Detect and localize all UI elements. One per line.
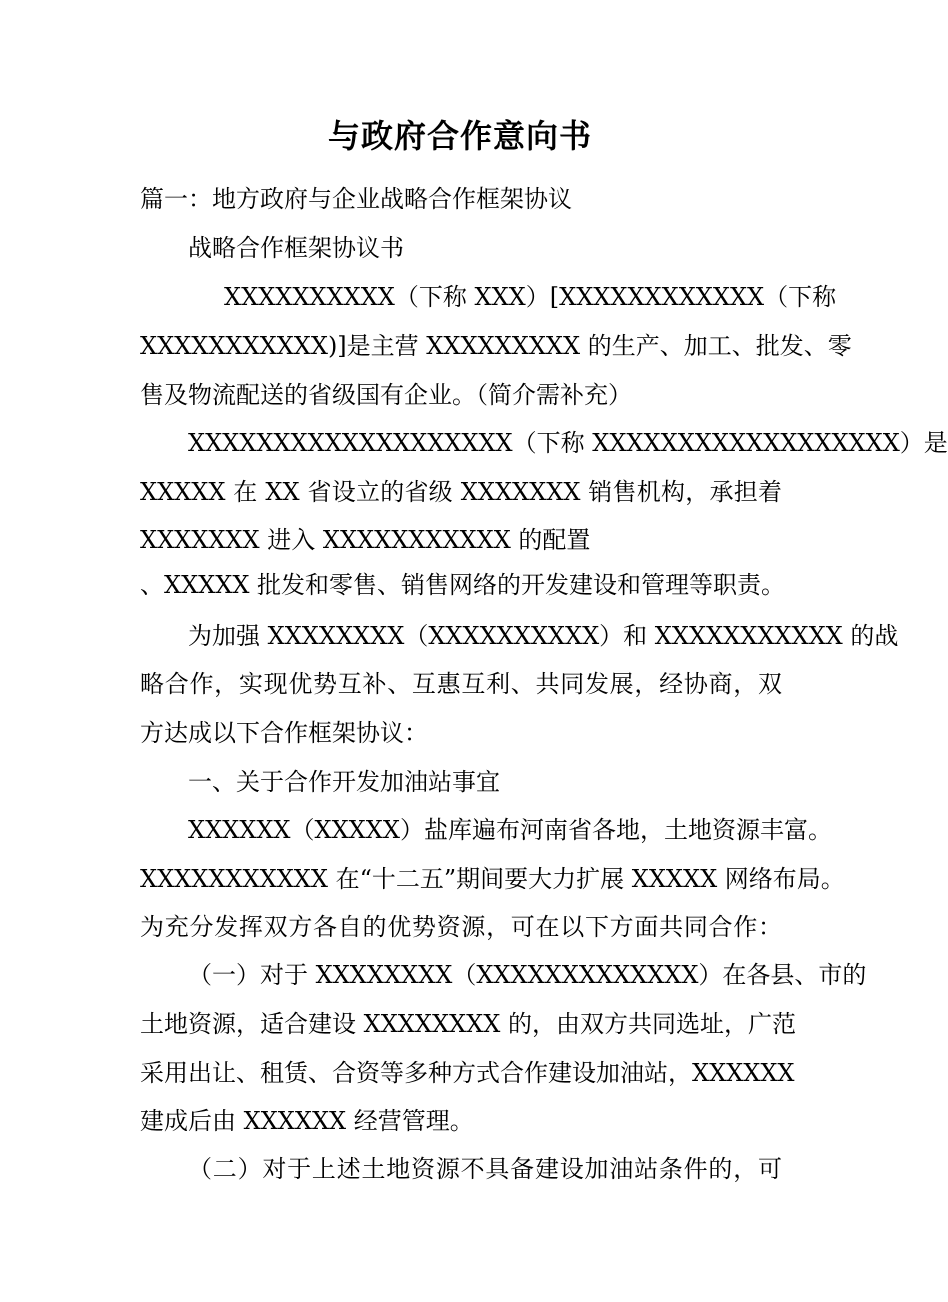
text-line-section-heading: 篇一：地方政府与企业战略合作框架协议 xyxy=(140,185,572,213)
text-line: 、XXXXX 批发和零售、销售网络的开发建设和管理等职责。 xyxy=(140,571,786,599)
text-line: 为加强 XXXXXXXX（XXXXXXXXXX）和 XXXXXXXXXXX 的战 xyxy=(188,622,899,650)
text-line-subheading: 战略合作框架协议书 xyxy=(188,234,404,262)
text-line: 为充分发挥双方各自的优势资源，可在以下方面共同合作： xyxy=(140,913,782,941)
text-line: XXXXX 在 XX 省设立的省级 XXXXXXX 销售机构，承担着 xyxy=(140,478,782,506)
text-line: XXXXXXXXXXXXXXXXXXX（下称 XXXXXXXXXXXXXXXXXX）是 xyxy=(188,429,948,457)
text-line: XXXXXXXXXXX 在“十二五”期间要大力扩展 XXXXX 网络布局。 xyxy=(140,865,845,893)
text-line: 建成后由 XXXXXX 经营管理。 xyxy=(140,1107,474,1135)
text-line: XXXXXXXXXX（下称 XXX）[XXXXXXXXXXXX（下称 xyxy=(224,283,837,311)
text-line: 售及物流配送的省级国有企业。（简介需补充） xyxy=(140,381,632,409)
text-line: 方达成以下合作框架协议： xyxy=(140,719,428,747)
text-line: 采用出让、租赁、合资等多种方式合作建设加油站，XXXXXX xyxy=(140,1059,795,1087)
document-title: 与政府合作意向书 xyxy=(327,117,592,155)
text-line-section-heading: 一、关于合作开发加油站事宜 xyxy=(188,768,500,796)
text-line: XXXXXX（XXXXX）盐库遍布河南省各地，土地资源丰富。 xyxy=(188,816,832,844)
text-line: XXXXXXX 进入 XXXXXXXXXXX 的配置 xyxy=(140,526,591,554)
text-line: （一）对于 XXXXXXXX（XXXXXXXXXXXXX）在各县、市的 xyxy=(188,961,867,989)
text-line: 略合作，实现优势互补、互惠互利、共同发展，经协商，双 xyxy=(140,670,782,698)
text-line: XXXXXXXXXXX)]是主营 XXXXXXXXX 的生产、加工、批发、零 xyxy=(140,332,852,360)
text-line: 土地资源，适合建设 XXXXXXXX 的，由双方共同选址，广范 xyxy=(140,1010,796,1038)
text-line: （二）对于上述土地资源不具备建设加油站条件的，可 xyxy=(188,1155,782,1183)
